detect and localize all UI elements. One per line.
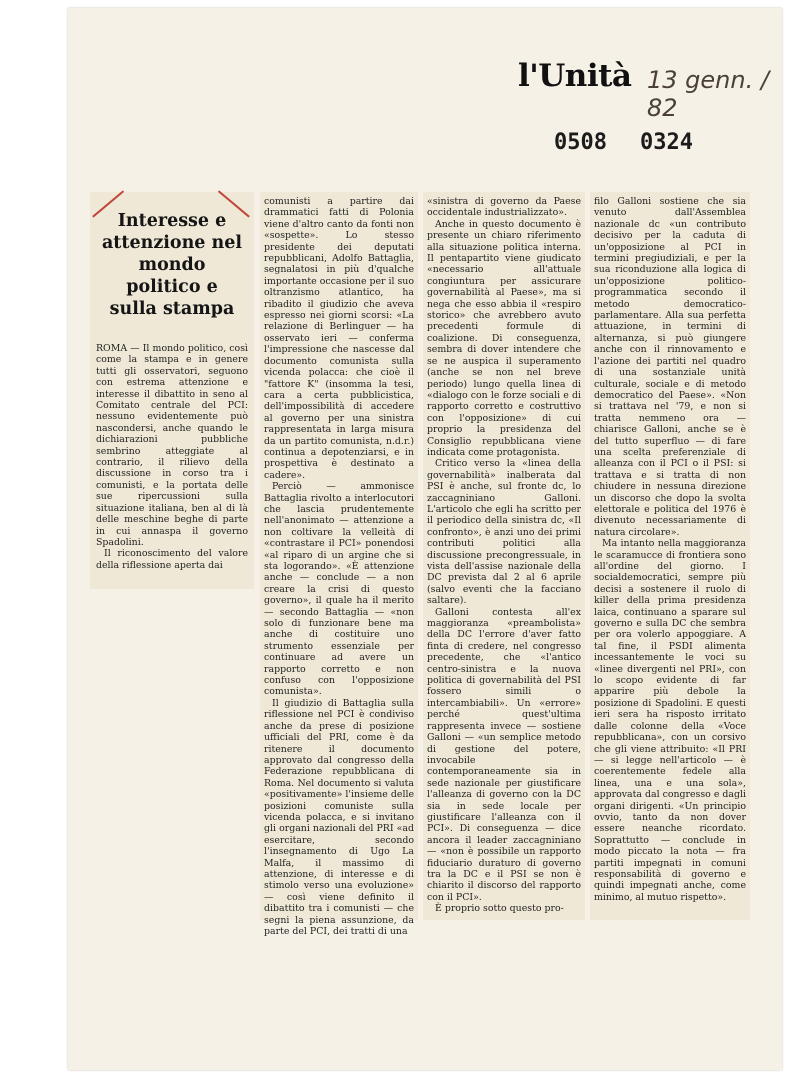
paragraph: È proprio sotto questo pro-: [435, 903, 564, 915]
paragraph: Perciò — ammonisce Battaglia rivolto a interlocutori che lascia prudentemente nell'anonimato — attenzione a non coltivare la velleità di «contrastare il PCI» ponendosi «al riparo di un argine che si sta logorando». «È attenzione anche — conclude — a non creare la crisi di questo governo», il quale ha il merito — secondo Battaglia — «non solo di funzionare bene ma anche di costituire uno strumento essenziale per continuare ad avere un rapporto corretto e non confuso con l'opposizione comunista».: [264, 481, 414, 698]
archive-code-2: 0324: [640, 130, 693, 155]
paragraph: comunisti a partire dai drammatici fatti di Polonia viene d'altro canto da fonti non «sospette». Lo stesso presidente dei deputati repubblicani, Adolfo Battaglia, segnalatosi in più d'qualche importante occasione per il suo oltranzismo atlantico, ha ribadito il giudizio che aveva espresso nei giorni scorsi: «La relazione di Berlinguer — ha osservato ieri — conferma l'impressione che nascesse dal documento comunista sulla vicenda polacca: che cioè il "fattore K" (insomma la tesi, cara a certa pubblicistica, dell'impossibilità di accedere al governo per una sinistra rappresentata in larga misura da un partito comunista, n.d.r.) continua a depotenziarsi, e in prospettiva è destinato a cadere».: [264, 196, 414, 481]
article-column-4: [594, 196, 746, 903]
article-column-2: [264, 196, 414, 937]
paragraph: «sinistra di governo da Paese occidentale industrializzato».: [427, 196, 581, 219]
paragraph: Critico verso la «linea della governabilità» inalberata dal PSI è anche, sul fronte dc, lo zaccagniniano Galloni. L'articolo che egli ha scritto per il periodico della sinistra dc, «Il confronto», è anzi uno dei primi contributi politici alla discussione precongressuale, in vista dell'assise nazionale della DC prevista dal 2 al 6 aprile (salvo eventi che la facciano saltare).: [427, 458, 581, 607]
paragraph: ROMA — Il mondo politico, così come la stampa e in genere tutti gli osservatori, seguono con estrema attenzione e interesse il dibattito in seno al Comitato centrale del PCI: nessuno evidentemente può nascondersi, anche quando le dichiarazioni pubbliche sembrino atteggiate al contrario, il rilievo della discussione in corso tra i comunisti, e la portata delle sue ripercussioni sulla situazione italiana, ben al di là delle meschine beghe di parte in cui annaspa il governo Spadolini.: [96, 343, 248, 548]
paragraph: Anche in questo documento è presente un chiaro riferimento alla situazione politica interna. Il pentapartito viene giudicato «necessario all'attuale congiuntura per assicurare governabilità al Paese», ma si nega che esso abbia il «respiro storico» che avrebbero avuto precedenti formule di coalizione. Di conseguenza, sembra di dover intendere che se ne auspica il superamento (anche se non nel breve periodo) lungo quella linea di «dialogo con le forze sociali e di rapporto corretto e costruttivo con l'opposizione» di cui proprio la presidenza del Consiglio repubblicana viene indicata come protagonista.: [427, 218, 581, 458]
archive-code-1: 0508: [554, 130, 607, 155]
paragraph: Il giudizio di Battaglia sulla riflessione nel PCI è condiviso anche da prese di posizione ufficiali del PRI, come è da ritenere il documento approvato dal congresso della Federazione repubblicana di Roma. Nel documento si valuta «positivamente» l'insieme delle posizioni comuniste sulla vicenda polacca, e si invitano gli organi nazionali del PRI «ad esercitare, secondo l'insegnamento di Ugo La Malfa, il massimo di attenzione, di interesse e di stimolo verso una evoluzione» — così viene definito il dibattito tra i comunisti — che segni la piena assunzione, da parte del PCI, dei tratti di una: [264, 697, 414, 937]
article-column-3: [427, 196, 581, 915]
article-column-1: [96, 343, 248, 571]
paragraph: filo Galloni sostiene che sia venuto dall'Assemblea nazionale dc «un contributo decisivo per la caduta di un'opposizione al PCI in termini pregiudiziali, e per la sua riconduzione alla logica di un'opposizione politico-programmatica secondo il metodo democratico-parlamentare. Alla sua perfetta attuazione, in termini di alternanza, si può giungere anche con il rinnovamento e l'azione dei partiti nel quadro di una sostanziale unità culturale, sociale e di metodo democratico del Paese». «Non si trattava nel '79, e non si tratta nemmeno ora — chiarisce Galloni, anche se è del tutto superfluo — di fare una scelta preferenziale di alleanza con il PCI o il PSI: si trattava e si tratta di non chiudere in nessuna direzione un discorso che dopo la svolta elettorale e politica del 1976 è divenuto necessariamente di natura circolare».: [594, 196, 746, 538]
article-headline: Interesse e attenzione nel mondo politico e sulla stampa: [101, 211, 243, 319]
paragraph: Ma intanto nella maggioranza le scaramucce di frontiera sono all'ordine del giorno. I socialdemocratici, sempre più decisi a sostenere il ruolo di killer della prima presidenza laica, continuano a sparare sul governo e sulla DC che sembra per ora volerlo appoggiare. A tal fine, il PSDI alimenta incessantemente le voci su «linee divergenti nel PRI», con lo scopo evidente di far apparire più debole la posizione di Spadolini. E questi ieri sera ha risposto irritato dalle colonne della «Voce repubblicana», con un corsivo che gli viene attribuito: «Il PRI — si legge nell'articolo — è coerentemente fedele alla linea, una e una sola», approvata dal congresso e dagli organi dirigenti. «Un principio ovvio, tanto da non dover essere neanche ricordato. Soprattutto — conclude in modo piccato la nota — fra partiti impegnati in comuni responsabilità di governo e quindi impegnati anche, come minimo, al mutuo rispetto».: [594, 538, 746, 903]
handwritten-date: 13 genn. / 82: [647, 66, 769, 122]
newspaper-masthead: l'Unità: [518, 58, 632, 94]
paragraph: Il riconoscimento del valore della riflessione aperta dai: [96, 548, 248, 571]
paragraph: Galloni contesta all'ex maggioranza «preambolista» della DC l'errore d'aver fatto finta di credere, nel congresso precedente, che «l'antico centro-sinistra e la nuova politica di governabilità del PSI fossero simili o intercambiabili». Un «errore» perché quest'ultima rappresenta invece — sostiene Galloni — «un semplice metodo di gestione del potere, invocabile contemporaneamente sia in sede nazionale per giustificare l'alleanza di governo con la DC sia in sede locale per giustificare l'alleanza con il PCI». Di conseguenza — dice ancora il leader zaccagniniano — «non è possibile un rapporto fiduciario duraturo di governo tra la DC e il PSI se non è chiarito il discorso del rapporto con il PCI».: [427, 606, 581, 903]
